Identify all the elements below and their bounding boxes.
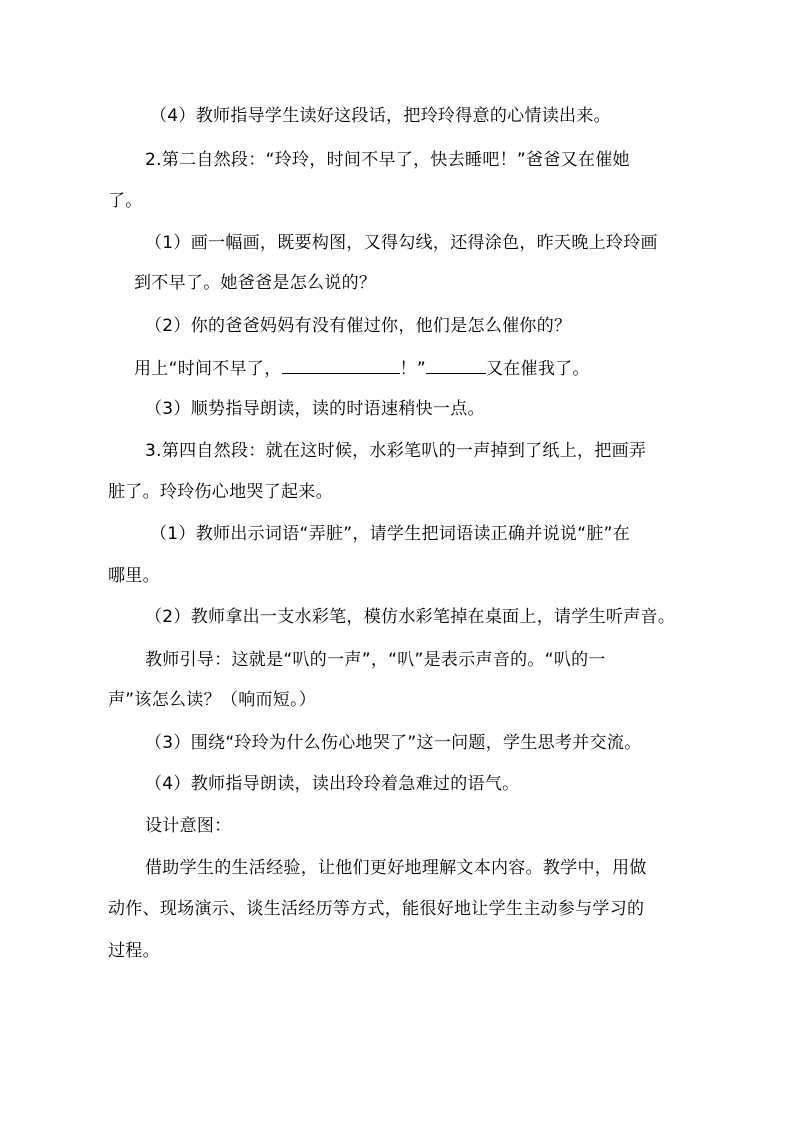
paragraph-line: 2.第二自然段：“玲玲，时间不早了，快去睡吧！”爸爸又在催她 [145,150,630,170]
fill-in-text-end: 又在催我了。 [485,359,590,379]
paragraph-line: （1）画一幅画，既要构图，又得勾线，还得涂色，昨天晚上玲玲画 [145,233,658,253]
paragraph-line: 借助学生的生活经验，让他们更好地理解文本内容。教学中，用做 [145,858,647,878]
paragraph-line: （2）你的爸爸妈妈有没有催过你，他们是怎么催你的？ [145,316,572,336]
paragraph-line: 到不早了。她爸爸是怎么说的？ [134,273,377,293]
paragraph-line: （1）教师出示词语“弄脏”，请学生把词语读正确并说说“脏”在 [150,524,631,544]
fill-in-text-middle: ！” [399,359,426,379]
paragraph-line: 3.第四自然段：就在这时候，水彩笔叭的一声掉到了纸上，把画弄 [145,441,647,461]
paragraph-line: 教师引导：这就是“叭的一声”，“叭”是表示声音的。“叭的一 [145,650,606,670]
fill-in-text-start: 用上“时间不早了， [134,359,282,379]
fill-in-line [134,355,590,381]
paragraph-line: 哪里。 [108,566,160,586]
paragraph-line: 动作、现场演示、谈生活经历等方式，能很好地让学生主动参与学习的 [108,899,645,919]
paragraph-line: （3）围绕“玲玲为什么伤心地哭了”这一问题，学生思考并交流。 [145,733,642,753]
section-heading: 设计意图： [145,816,232,836]
paragraph-line: （2）教师拿出一支水彩笔，模仿水彩笔掉在桌面上，请学生听声音。 [145,607,676,627]
paragraph-line: 声”该怎么读？（响而短。） [108,690,317,710]
paragraph-line: 了。 [108,191,143,211]
paragraph-line: （3）顺势指导朗读，读的时语速稍快一点。 [145,399,485,419]
blank-line [426,355,486,374]
paragraph-line: （4）教师指导朗读，读出玲玲着急难过的语气。 [145,774,520,794]
paragraph-line: 过程。 [108,941,160,961]
blank-line [282,355,400,374]
paragraph-line: 脏了。玲玲伤心地哭了起来。 [108,482,333,502]
paragraph-line: （4）教师指导学生读好这段话，把玲玲得意的心情读出来。 [150,106,611,126]
